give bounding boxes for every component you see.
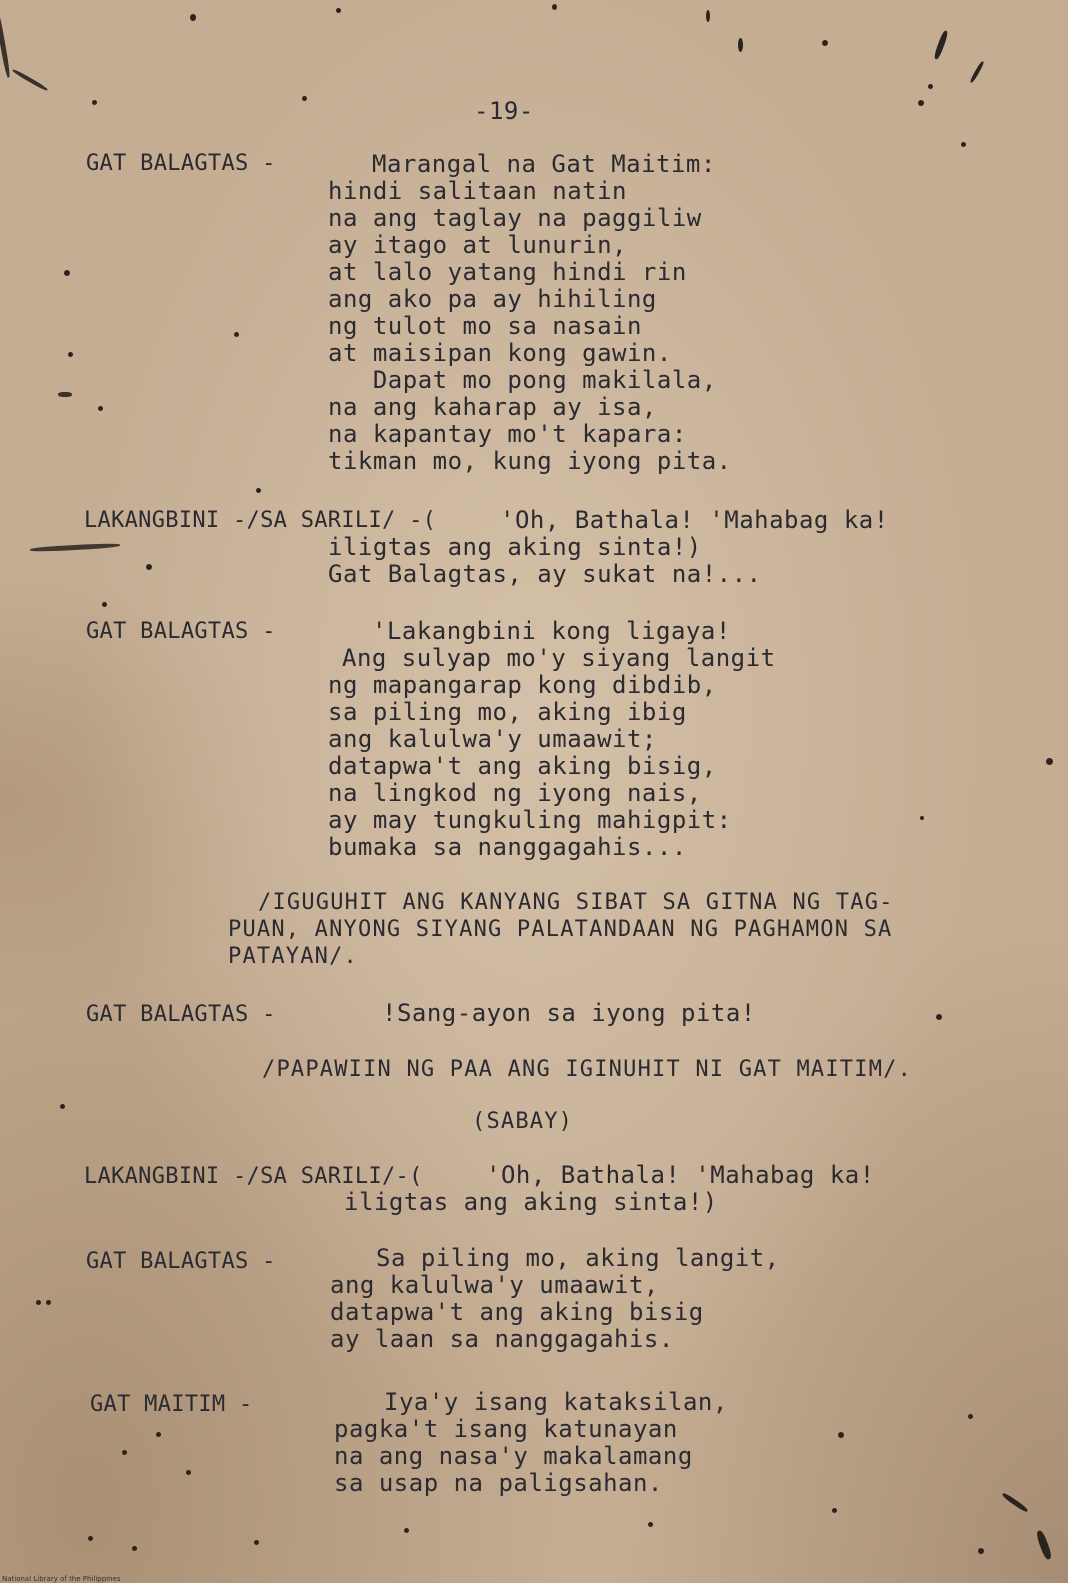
direction-line: /PAPAWIIN NG PAA ANG IGINUHIT NI GAT MAITIM/.	[262, 1057, 913, 1082]
verse-line: ng mapangarap kong dibdib,	[328, 671, 717, 699]
verse-line: ng tulot mo sa nasain	[328, 312, 642, 340]
verse-line: sa piling mo, aking ibig	[328, 698, 687, 726]
verse-line: 'Lakangbini kong ligaya!	[372, 617, 731, 645]
footer-credit: National Library of the Philippines	[2, 1575, 121, 1583]
verse-line: Marangal na Gat Maitim:	[372, 150, 716, 178]
verse-line: na ang taglay na paggiliw	[328, 204, 702, 232]
direction-line: PUAN, ANYONG SIYANG PALATANDAAN NG PAGHAMON SA	[228, 917, 893, 942]
verse-line: ang ako pa ay hihiling	[328, 285, 657, 313]
verse-line: 'Oh, Bathala! 'Mahabag ka!	[500, 506, 889, 534]
verse-line: ay itago at lunurin,	[328, 231, 627, 259]
verse-line: na ang kaharap ay isa,	[328, 393, 657, 421]
page-number: -19-	[474, 97, 534, 125]
direction-line: PATAYAN/.	[228, 944, 359, 969]
verse-line: pagka't isang katunayan	[334, 1415, 678, 1443]
speaker-label: GAT BALAGTAS -	[86, 1249, 276, 1274]
verse-line: iligtas ang aking sinta!)	[344, 1188, 718, 1216]
verse-line: Iya'y isang kataksilan,	[384, 1388, 728, 1416]
verse-line: ay may tungkuling mahigpit:	[328, 806, 732, 834]
verse-line: na lingkod ng iyong nais,	[328, 779, 702, 807]
verse-line: na ang nasa'y makalamang	[334, 1442, 693, 1470]
verse-line: sa usap na paligsahan.	[334, 1469, 663, 1497]
verse-line: hindi salitaan natin	[328, 177, 627, 205]
verse-line: !Sang-ayon sa iyong pita!	[382, 999, 756, 1027]
verse-line: 'Oh, Bathala! 'Mahabag ka!	[486, 1161, 875, 1189]
verse-line: Dapat mo pong makilala,	[328, 366, 717, 394]
verse-line: at lalo yatang hindi rin	[328, 258, 687, 286]
speaker-label: GAT BALAGTAS -	[86, 619, 276, 644]
verse-line: iligtas ang aking sinta!)	[328, 533, 702, 561]
verse-line: na kapantay mo't kapara:	[328, 420, 687, 448]
direction-line: /IGUGUHIT ANG KANYANG SIBAT SA GITNA NG TAG-	[258, 890, 894, 915]
verse-line: datapwa't ang aking bisig,	[328, 752, 717, 780]
verse-line: ay laan sa nanggagahis.	[330, 1325, 674, 1353]
verse-line: Sa piling mo, aking langit,	[376, 1244, 780, 1272]
speaker-label: LAKANGBINI -/SA SARILI/ -(	[84, 508, 437, 533]
verse-line: at maisipan kong gawin.	[328, 339, 672, 367]
verse-line: tikman mo, kung iyong pita.	[328, 447, 732, 475]
verse-line: Gat Balagtas, ay sukat na!...	[328, 560, 762, 588]
verse-line: Ang sulyap mo'y siyang langit	[342, 644, 776, 672]
direction-line: (SABAY)	[472, 1109, 574, 1134]
speaker-label: GAT BALAGTAS -	[86, 1002, 276, 1027]
speaker-label: GAT BALAGTAS -	[86, 151, 276, 176]
verse-line: ang kalulwa'y umaawit;	[328, 725, 657, 753]
verse-line: bumaka sa nanggagahis...	[328, 833, 687, 861]
speaker-label: GAT MAITIM -	[90, 1392, 253, 1417]
verse-line: ang kalulwa'y umaawit,	[330, 1271, 659, 1299]
verse-line: datapwa't ang aking bisig	[330, 1298, 704, 1326]
speaker-label: LAKANGBINI -/SA SARILI/-(	[84, 1164, 423, 1189]
